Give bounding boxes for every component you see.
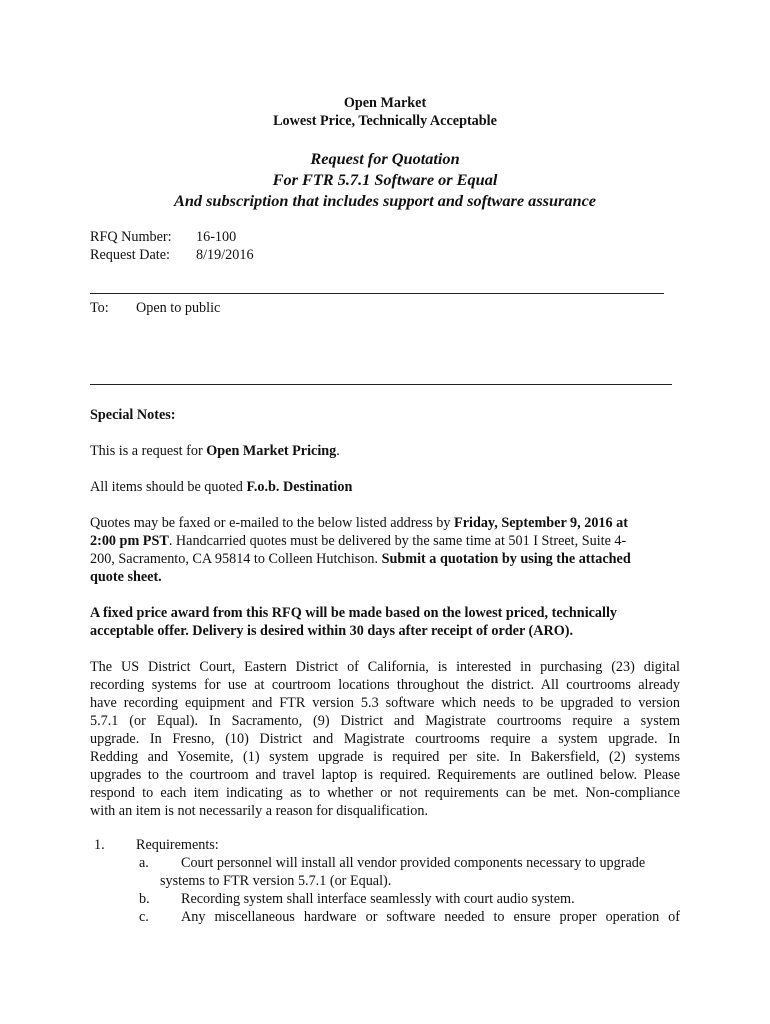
header-lowest-price: Lowest Price, Technically Acceptable	[273, 113, 497, 129]
title-ftr-software: For FTR 5.7.1 Software or Equal	[272, 170, 498, 189]
paragraph-line: respond to each item indicating as to whether or not requirements can be met. Non-compliance	[90, 785, 680, 801]
paragraph-line: recording systems for use at courtroom locations throughout the district. All courtrooms already	[90, 677, 680, 693]
paragraph-line: have recording equipment and FTR version 5.3 software which needs to be upgraded to version	[90, 695, 680, 711]
requirements-number: 1.	[94, 837, 105, 853]
fob-destination-note	[90, 478, 352, 496]
deadline-time: 2:00 pm PST	[90, 533, 169, 549]
item-b-marker: b.	[139, 891, 150, 907]
award-basis-line-2: acceptable offer. Delivery is desired within 30 days after receipt of order (ARO).	[90, 623, 574, 639]
paragraph-line: with an item is not necessarily a reason for disqualification.	[90, 803, 429, 819]
open-market-pricing-note	[90, 442, 340, 460]
divider-bottom	[90, 384, 672, 385]
item-a-marker: a.	[139, 855, 149, 871]
item-a-text-line-1: Court personnel will install all vendor provided components necessary to upgrade	[181, 855, 646, 871]
paragraph-line: Redding and Yosemite, (1) system upgrade is required per site. In Bakersfield, (2) systems	[90, 749, 680, 765]
title-request-for-quotation: Request for Quotation	[310, 149, 460, 168]
item-b-text: Recording system shall interface seamlessly with court audio system.	[181, 891, 575, 907]
quote-delivery-line-1	[90, 514, 628, 532]
note-text: Quotes may be faxed or e-mailed to the below listed address by	[90, 515, 455, 531]
item-c-marker: c.	[139, 909, 149, 925]
quote-delivery-line-3	[90, 550, 631, 568]
note-text: .	[336, 443, 340, 459]
deadline-text: Friday, September 9, 2016 at	[454, 515, 628, 531]
item-a-text-line-2: systems to FTR version 5.7.1 (or Equal).	[160, 873, 392, 889]
title-subscription: And subscription that includes support and software assurance	[173, 191, 597, 210]
to-label: To:	[90, 300, 109, 316]
to-value: Open to public	[136, 300, 221, 316]
paragraph-line: 5.7.1 (or Equal). In Sacramento, (9) District and Magistrate courtrooms require a system	[90, 713, 680, 729]
paragraph-line: upgrades to the courtroom and travel laptop is required. Requirements are outlined below. Please	[90, 767, 680, 783]
special-notes-heading: Special Notes:	[90, 407, 176, 423]
rfq-number-value: 16-100	[196, 229, 237, 245]
requirements-heading: Requirements:	[136, 837, 219, 853]
note-text: 200, Sacramento, CA 95814 to Colleen Hutchison.	[90, 551, 382, 567]
award-basis-line-1: A fixed price award from this RFQ will be made based on the lowest priced, technically	[90, 605, 618, 621]
header-open-market: Open Market	[343, 95, 427, 111]
note-text: . Handcarried quotes must be delivered by the same time at 501 I Street, Suite 4-	[168, 533, 627, 549]
submit-instruction: Submit a quotation by using the attached	[381, 551, 631, 567]
item-c-text: Any miscellaneous hardware or software needed to ensure proper operation of	[181, 909, 680, 925]
note-emphasis: F.o.b. Destination	[246, 479, 353, 495]
request-date-value: 8/19/2016	[196, 247, 254, 263]
paragraph-line: The US District Court, Eastern District of California, is interested in purchasing (23) digital	[90, 659, 680, 675]
quote-delivery-line-2	[90, 532, 626, 550]
note-text: This is a request for	[90, 443, 207, 459]
paragraph-line: upgrade. In Fresno, (10) District and Magistrate courtrooms require a system upgrade. In	[90, 731, 680, 747]
request-date-label: Request Date:	[90, 247, 170, 263]
quote-delivery-line-4: quote sheet.	[90, 569, 162, 585]
note-emphasis: Open Market Pricing	[206, 443, 337, 459]
note-text: All items should be quoted	[90, 479, 247, 495]
rfq-number-label: RFQ Number:	[90, 229, 172, 245]
divider-top	[90, 293, 664, 294]
